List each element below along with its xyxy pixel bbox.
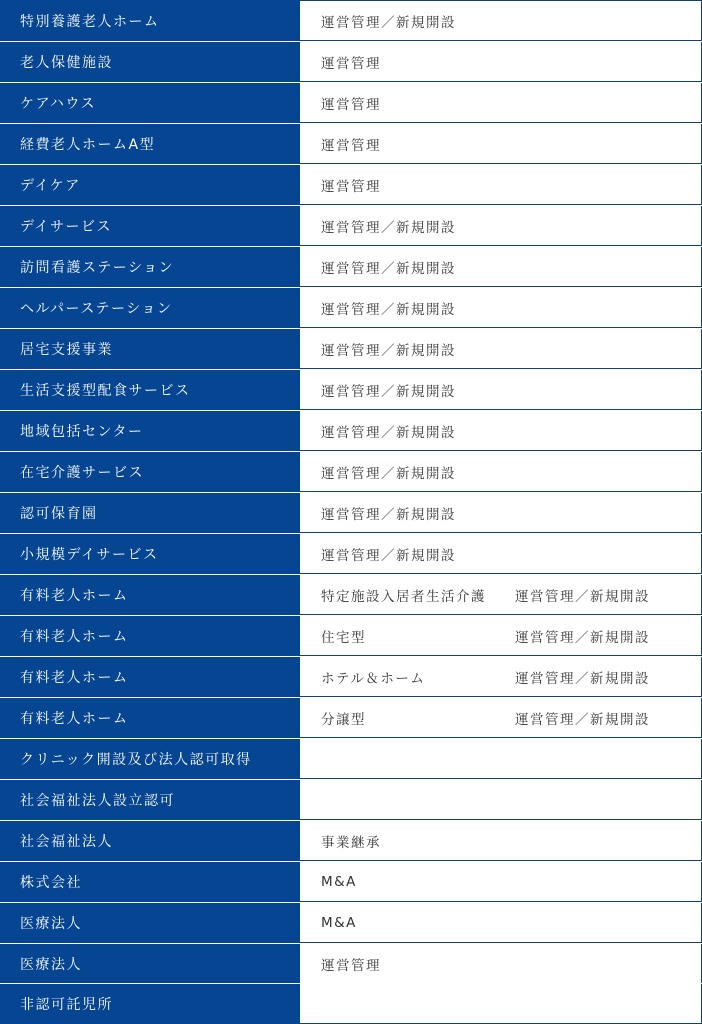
detail-cell xyxy=(300,944,702,984)
detail-text: 運営管理／新規開設 xyxy=(321,219,456,236)
table-row xyxy=(0,779,702,820)
category-cell: 経費老人ホームA型 xyxy=(0,124,300,164)
category-cell: 特別養護老人ホーム xyxy=(0,0,300,41)
table-row xyxy=(0,861,702,902)
facility-type-text: 分譲型 xyxy=(321,711,366,728)
detail-cell xyxy=(300,903,702,943)
category-cell: クリニック開設及び法人認可取得 xyxy=(0,739,300,779)
detail-cell xyxy=(300,657,702,697)
detail-cell xyxy=(300,984,702,1024)
table-row xyxy=(0,0,702,41)
detail-cell xyxy=(300,370,702,410)
detail-text: 運営管理／新規開設 xyxy=(321,547,456,564)
category-cell: 老人保健施設 xyxy=(0,42,300,82)
detail-cell xyxy=(300,83,702,123)
detail-text: 事業継承 xyxy=(321,834,381,851)
facility-type-text: 特定施設入居者生活介護 xyxy=(321,588,486,605)
category-cell: 在宅介護サービス xyxy=(0,452,300,492)
detail-text: 運営管理／新規開設 xyxy=(321,465,456,482)
table-row xyxy=(0,656,702,697)
detail-cell xyxy=(300,329,702,369)
detail-text: 運営管理／新規開設 xyxy=(321,260,456,277)
table-row xyxy=(0,615,702,656)
detail-cell xyxy=(300,206,702,246)
table-row xyxy=(0,369,702,410)
facility-type-text: ホテル＆ホーム xyxy=(321,670,426,687)
detail-cell xyxy=(300,165,702,205)
detail-text: 運営管理／新規開設 xyxy=(321,301,456,318)
table-row xyxy=(0,492,702,533)
detail-text: 運営管理／新規開設 xyxy=(321,424,456,441)
category-cell: 居宅支援事業 xyxy=(0,329,300,369)
detail-cell xyxy=(300,821,702,861)
category-cell: 有料老人ホーム xyxy=(0,575,300,615)
detail-cell xyxy=(300,534,702,574)
detail-text: 運営管理 xyxy=(321,957,381,974)
detail-cell xyxy=(300,288,702,328)
table-row xyxy=(0,246,702,287)
table-row xyxy=(0,328,702,369)
category-cell: 訪問看護ステーション xyxy=(0,247,300,287)
category-cell: 医療法人 xyxy=(0,903,300,943)
detail-text: 運営管理／新規開設 xyxy=(321,506,456,523)
detail-cell xyxy=(300,411,702,451)
category-cell: 地域包括センター xyxy=(0,411,300,451)
detail-text: 運営管理／新規開設 xyxy=(515,588,650,605)
detail-text: 運営管理 xyxy=(321,137,381,154)
category-cell: 小規模デイサービス xyxy=(0,534,300,574)
detail-text: 運営管理／新規開設 xyxy=(321,383,456,400)
detail-text: 運営管理／新規開設 xyxy=(321,14,456,31)
table-row xyxy=(0,697,702,738)
detail-text: M&A xyxy=(321,873,357,890)
detail-cell xyxy=(300,616,702,656)
category-cell: 医療法人 xyxy=(0,944,300,984)
detail-cell xyxy=(300,739,702,779)
table-row xyxy=(0,164,702,205)
table-row xyxy=(0,451,702,492)
detail-cell xyxy=(300,0,702,41)
table-row xyxy=(0,820,702,861)
category-cell: デイケア xyxy=(0,165,300,205)
category-cell: 有料老人ホーム xyxy=(0,698,300,738)
detail-cell xyxy=(300,124,702,164)
table-row xyxy=(0,41,702,82)
table-row xyxy=(0,983,702,1024)
detail-text: M&A xyxy=(321,914,357,931)
detail-cell xyxy=(300,780,702,820)
category-cell: 非認可託児所 xyxy=(0,984,300,1024)
category-cell: ヘルパーステーション xyxy=(0,288,300,328)
table-row xyxy=(0,123,702,164)
category-cell: ケアハウス xyxy=(0,83,300,123)
detail-text: 運営管理／新規開設 xyxy=(515,670,650,687)
detail-text: 運営管理／新規開設 xyxy=(321,342,456,359)
table-row xyxy=(0,943,702,984)
table-row xyxy=(0,738,702,779)
table-row xyxy=(0,902,702,943)
detail-cell xyxy=(300,247,702,287)
category-cell: 認可保育園 xyxy=(0,493,300,533)
detail-text: 運営管理 xyxy=(321,96,381,113)
category-cell: 社会福祉法人設立認可 xyxy=(0,780,300,820)
facility-type-text: 住宅型 xyxy=(321,629,366,646)
detail-cell xyxy=(300,575,702,615)
detail-cell xyxy=(300,862,702,902)
category-cell: デイサービス xyxy=(0,206,300,246)
table-row xyxy=(0,533,702,574)
detail-text: 運営管理 xyxy=(321,55,381,72)
detail-cell xyxy=(300,452,702,492)
category-cell: 生活支援型配食サービス xyxy=(0,370,300,410)
detail-cell xyxy=(300,493,702,533)
detail-cell xyxy=(300,698,702,738)
category-cell: 株式会社 xyxy=(0,862,300,902)
category-cell: 有料老人ホーム xyxy=(0,616,300,656)
table-row xyxy=(0,82,702,123)
table-row xyxy=(0,205,702,246)
table-row xyxy=(0,287,702,328)
detail-text: 運営管理／新規開設 xyxy=(515,629,650,646)
detail-text: 運営管理 xyxy=(321,178,381,195)
table-row xyxy=(0,410,702,451)
detail-cell xyxy=(300,42,702,82)
category-cell: 社会福祉法人 xyxy=(0,821,300,861)
category-cell: 有料老人ホーム xyxy=(0,657,300,697)
detail-text: 運営管理／新規開設 xyxy=(515,711,650,728)
table-row xyxy=(0,574,702,615)
